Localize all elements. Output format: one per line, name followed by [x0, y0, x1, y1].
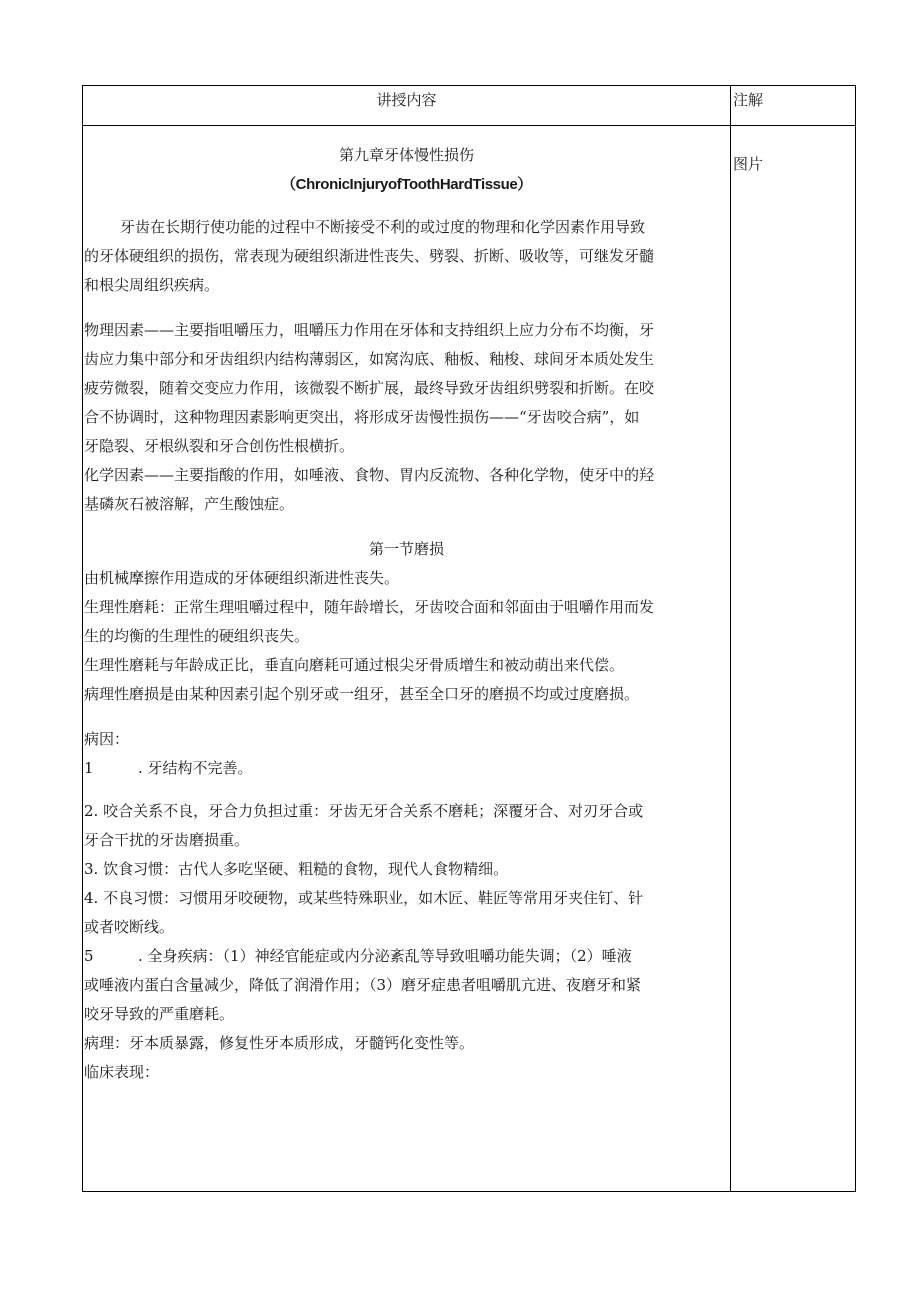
section-line: 生的均衡的生理性的硬组织丧失。 — [84, 627, 310, 645]
section-line: 生理性磨耗与年龄成正比，垂直向磨耗可通过根尖牙骨质增生和被动萌出来代偿。 — [84, 656, 625, 674]
physical-factor-line: 牙隐裂、牙根纵裂和牙合创伤性根横折。 — [84, 437, 355, 455]
intro-line: 的牙体硬组织的损伤，常表现为硬组织渐进性丧失、劈裂、折断、吸收等，可继发牙髓 — [84, 247, 655, 265]
chapter-subtitle: （ChronicInjuryofToothHardTissue） — [281, 176, 532, 193]
notes-picture-label: 图片 — [733, 155, 764, 173]
section-line: 由机械摩擦作用造成的牙体硬组织渐进性丧失。 — [84, 569, 400, 587]
pathology-line: 病理：牙本质暴露，修复性牙本质形成，牙髓钙化变性等。 — [84, 1034, 475, 1052]
etiology-item-text: . 牙结构不完善。 — [138, 759, 253, 777]
physical-factor-line: 齿应力集中部分和牙齿组织内结构薄弱区，如窝沟底、釉板、釉梭、球间牙本质处发生 — [84, 350, 655, 368]
header-divider — [83, 125, 855, 126]
etiology-item-3: 3. 饮食习惯：古代人多吃坚硬、粗糙的食物，现代人食物精细。 — [84, 860, 509, 878]
etiology-item-2-cont: 牙合干扰的牙齿磨损重。 — [84, 831, 250, 849]
etiology-item-5-cont: 咬牙导致的严重磨耗。 — [84, 1005, 235, 1023]
lecture-table — [82, 85, 856, 1192]
etiology-item-5-cont: 或唾液内蛋白含量减少，降低了润滑作用；（3）磨牙症患者咀嚼肌亢进、夜磨牙和紧 — [84, 976, 642, 994]
etiology-heading: 病因： — [84, 730, 130, 748]
physical-factor-line: 合不协调时，这种物理因素影响更突出，将形成牙齿慢性损伤——“牙齿咬合病”，如 — [84, 408, 640, 426]
section-line: 病理性磨损是由某种因素引起个别牙或一组牙，甚至全口牙的磨损不均或过度磨损。 — [84, 685, 640, 703]
etiology-item-4: 4. 不良习惯：习惯用牙咬硬物，或某些特殊职业，如木匠、鞋匠等常用牙夹住钉、针 — [84, 889, 644, 907]
intro-line: 牙齿在长期行使功能的过程中不断接受不利的或过度的物理和化学因素作用导致 — [120, 218, 646, 236]
intro-line: 和根尖周组织疾病。 — [84, 276, 220, 294]
physical-factor-line: 物理因素——主要指咀嚼压力，咀嚼压力作用在牙体和支持组织上应力分布不均衡，牙 — [84, 321, 655, 339]
chemical-factor-line: 基磷灰石被溶解，产生酸蚀症。 — [84, 495, 295, 513]
section-title: 第一节磨损 — [368, 540, 444, 558]
etiology-item-text: . 全身疾病：（1）神经官能症或内分泌紊乱等导致咀嚼功能失调；（2）唾液 — [138, 947, 632, 965]
column-divider — [730, 86, 731, 1191]
clinical-heading: 临床表现： — [84, 1063, 160, 1081]
etiology-item-number: 1 — [84, 759, 94, 777]
header-notes-label: 注解 — [733, 91, 764, 109]
etiology-item-1 — [84, 754, 729, 783]
chemical-factor-line: 化学因素——主要指酸的作用，如唾液、食物、胃内反流物、各种化学物，使牙中的羟 — [84, 466, 655, 484]
etiology-item-2: 2. 咬合关系不良，牙合力负担过重：牙齿无牙合关系不磨耗；深覆牙合、对刃牙合或 — [84, 802, 644, 820]
etiology-item-number: 5 — [84, 947, 94, 965]
header-content-label: 讲授内容 — [376, 91, 437, 109]
chapter-title: 第九章牙体慢性损伤 — [338, 146, 474, 164]
etiology-item-5 — [84, 942, 729, 971]
physical-factor-line: 疲劳微裂，随着交变应力作用，该微裂不断扩展，最终导致牙齿组织劈裂和折断。在咬 — [84, 379, 655, 397]
etiology-item-4-cont: 或者咬断线。 — [84, 918, 175, 936]
section-line: 生理性磨耗：正常生理咀嚼过程中，随年龄增长，牙齿咬合面和邻面由于咀嚼作用而发 — [84, 598, 655, 616]
lecture-content — [84, 141, 729, 1087]
